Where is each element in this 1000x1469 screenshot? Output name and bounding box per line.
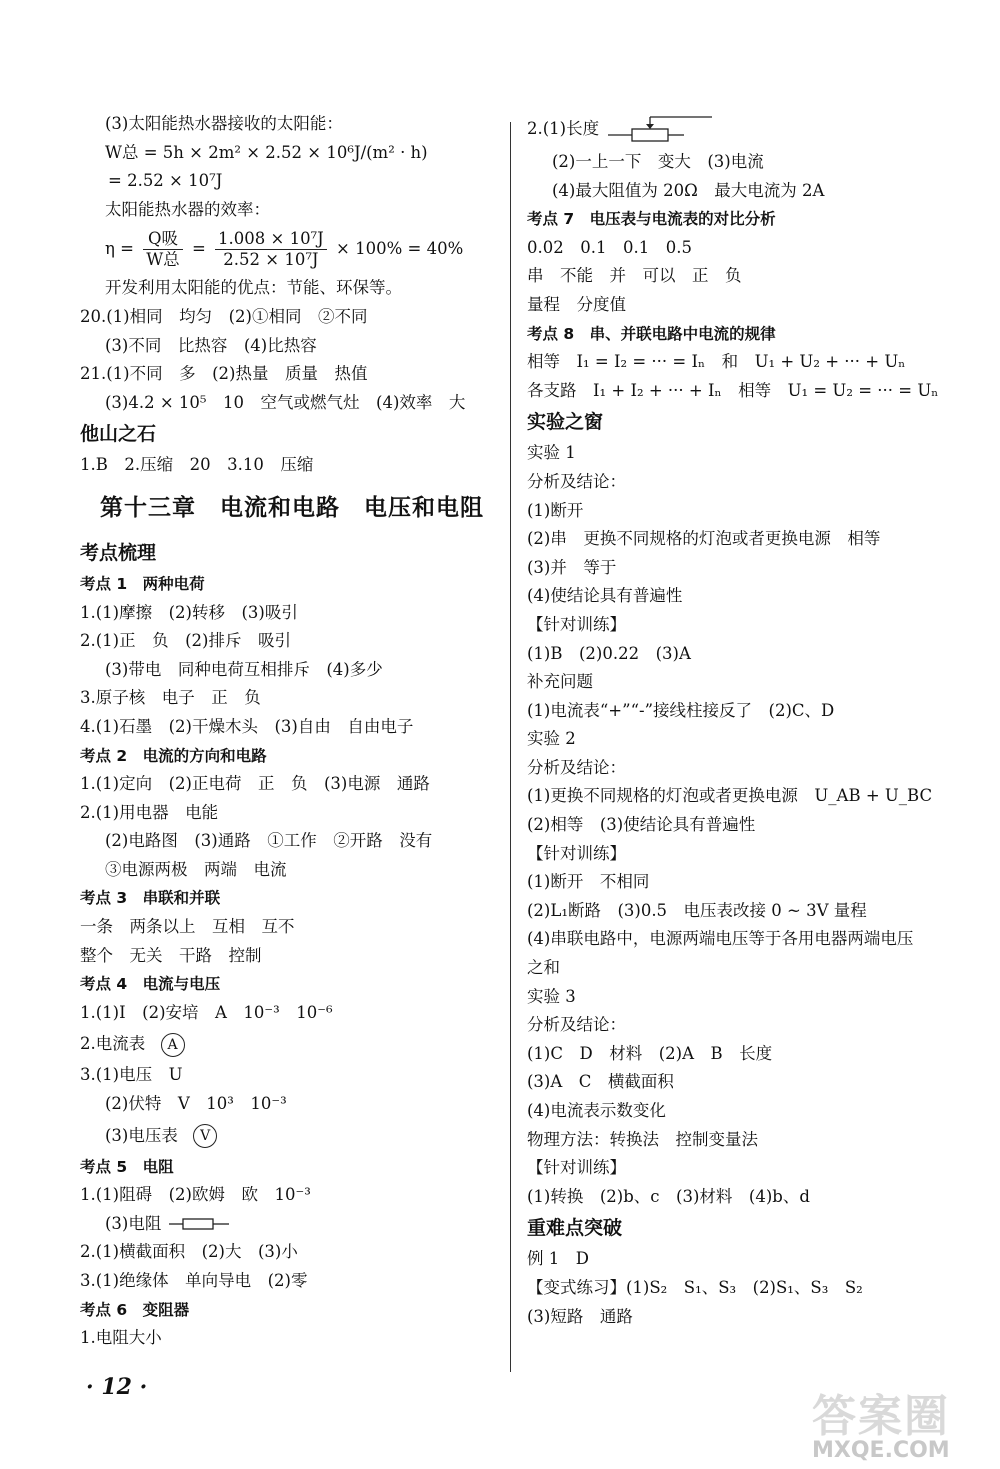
text-line: (1)断开 不相同 bbox=[527, 872, 650, 892]
formula-line: = 2.52 × 10⁷J bbox=[108, 171, 223, 191]
text-line: 例 1 D bbox=[527, 1249, 589, 1269]
topic-heading: 考点 3 串联和并联 bbox=[80, 889, 221, 908]
text-line: 【针对训练】 bbox=[527, 1158, 626, 1178]
text-line: 实验 1 bbox=[527, 443, 576, 463]
formula-line: W总 = 5h × 2m² × 2.52 × 10⁶J/(m² · h) bbox=[105, 142, 428, 162]
text-line: (4)使结论具有普遍性 bbox=[527, 586, 683, 606]
text-line: 物理方法：转换法 控制变量法 bbox=[527, 1129, 758, 1149]
topic-heading: 考点 5 电阻 bbox=[80, 1157, 174, 1176]
text-line: (3)太阳能热水器接收的太阳能： bbox=[105, 114, 343, 133]
fraction-numerator: 1.008 × 10⁷J bbox=[215, 229, 327, 250]
text-line: (1)更换不同规格的灯泡或者更换电源 U_AB + U_BC bbox=[527, 786, 933, 806]
text-line: 一条 两条以上 互相 互不 bbox=[80, 917, 295, 937]
text-line: (4)串联电路中，电源两端电压等于各用电器两端电压 bbox=[527, 929, 914, 949]
text-line: 开发利用太阳能的优点：节能、环保等。 bbox=[105, 278, 402, 298]
text-line: (2)伏特 V 10³ 10⁻³ bbox=[105, 1094, 287, 1114]
text-line: (4)电流表示数变化 bbox=[527, 1101, 666, 1120]
text-line: (3)短路 通路 bbox=[527, 1306, 633, 1326]
text-line: 实验 2 bbox=[527, 729, 576, 749]
topic-heading: 考点 7 电压表与电流表的对比分析 bbox=[527, 210, 776, 229]
text-line: 之和 bbox=[527, 958, 560, 978]
text-line: 实验 3 bbox=[527, 986, 576, 1006]
text-line: 3.原子核 电子 正 负 bbox=[80, 688, 261, 708]
text-line: 20.(1)相同 均匀 (2)①相同 ②不同 bbox=[80, 306, 368, 326]
section-heading: 重难点突破 bbox=[527, 1217, 623, 1240]
text-line: (1)B (2)0.22 (3)A bbox=[527, 643, 691, 663]
text-line: (4)最大阻值为 20Ω 最大电流为 2A bbox=[552, 180, 825, 200]
text-line: 补充问题 bbox=[527, 672, 593, 692]
section-heading: 实验之窗 bbox=[527, 411, 604, 434]
text-line: (1)电流表“+”“-”接线柱接反了 (2)C、D bbox=[527, 700, 835, 720]
text-line: 0.02 0.1 0.1 0.5 bbox=[527, 237, 692, 257]
text-line: 4.(1)石墨 (2)干燥木头 (3)自由 自由电子 bbox=[80, 716, 414, 736]
text-line: (3)A C 横截面积 bbox=[527, 1072, 674, 1092]
text-line: 3.(1)电压 U bbox=[80, 1065, 183, 1085]
section-heading: 他山之石 bbox=[80, 423, 157, 446]
topic-heading: 考点 8 串、并联电路中电流的规律 bbox=[527, 324, 776, 343]
column-divider bbox=[510, 122, 511, 1372]
text-line: (3)并 等于 bbox=[527, 557, 617, 577]
fraction-denominator: 2.52 × 10⁷J bbox=[223, 250, 319, 270]
eta-symbol: η = bbox=[105, 239, 134, 259]
text-line: (2)串 更换不同规格的灯泡或者更换电源 相等 bbox=[527, 529, 881, 549]
fraction-q-w bbox=[143, 229, 182, 270]
topic-heading: 考点 6 变阻器 bbox=[80, 1300, 190, 1319]
text-line: 3.(1)绝缘体 单向导电 (2)零 bbox=[80, 1271, 308, 1290]
fraction-numerator: Q吸 bbox=[143, 229, 182, 250]
text-line: 1.B 2.压缩 20 3.10 压缩 bbox=[80, 455, 314, 475]
text-line: 相等 I₁ = I₂ = ··· = Iₙ 和 U₁ + U₂ + ··· + Uₙ bbox=[527, 352, 906, 372]
ammeter-label: 2.电流表 bbox=[80, 1034, 146, 1054]
text-line: 1.(1)I (2)安培 A 10⁻³ 10⁻⁶ bbox=[80, 1002, 333, 1022]
text-line: (1)转换 (2)b、c (3)材料 (4)b、d bbox=[527, 1186, 810, 1206]
text-line: (2)L₁断路 (3)0.5 电压表改接 0 ~ 3V 量程 bbox=[527, 900, 867, 920]
text-line: 1.(1)阻碍 (2)欧姆 欧 10⁻³ bbox=[80, 1185, 311, 1205]
text-line: 串 不能 并 可以 正 负 bbox=[527, 266, 742, 286]
text-line: (1)C D 材料 (2)A B 长度 bbox=[527, 1043, 773, 1063]
text-line: 各支路 I₁ + I₂ + ··· + Iₙ 相等 U₁ = U₂ = ··· = Uₙ bbox=[527, 380, 939, 400]
fraction-denominator: W总 bbox=[146, 250, 180, 270]
text-line: 1.(1)摩擦 (2)转移 (3)吸引 bbox=[80, 602, 298, 622]
text-line: 量程 分度值 bbox=[527, 294, 626, 314]
text-line: (3)不同 比热容 (4)比热容 bbox=[105, 335, 317, 355]
text-line: (2)相等 (3)使结论具有普遍性 bbox=[527, 815, 756, 835]
chapter-title: 第十三章 电流和电路 电压和电阻 bbox=[100, 494, 484, 521]
text-line: 【针对训练】 bbox=[527, 614, 626, 634]
text-line: ③电源两极 两端 电流 bbox=[105, 859, 287, 879]
efficiency-result: × 100% = 40% bbox=[336, 239, 464, 259]
watermark-logo: 答案圈 bbox=[812, 1391, 950, 1442]
topic-heading: 考点 4 电流与电压 bbox=[80, 975, 221, 994]
resistor-symbol-icon bbox=[167, 1216, 231, 1232]
resistor-label: (3)电阻 bbox=[105, 1213, 162, 1233]
text-line: 分析及结论： bbox=[527, 1015, 626, 1035]
text-line: (1)断开 bbox=[527, 500, 584, 520]
watermark-url: MXQE.COM bbox=[812, 1438, 950, 1463]
text-line: 整个 无关 干路 控制 bbox=[80, 945, 262, 965]
equals-sign: = bbox=[191, 239, 206, 259]
topic-heading: 考点 2 电流的方向和电路 bbox=[80, 746, 267, 765]
text-line: 21.(1)不同 多 (2)热量 质量 热值 bbox=[80, 364, 368, 384]
watermark bbox=[812, 1380, 982, 1463]
voltmeter-symbol-icon: V bbox=[193, 1124, 217, 1148]
text-line bbox=[527, 110, 967, 148]
voltmeter-label: (3)电压表 bbox=[105, 1125, 178, 1145]
fraction-values bbox=[215, 229, 327, 270]
text-line: 2.(1)横截面积 (2)大 (3)小 bbox=[80, 1242, 298, 1262]
text-line: 2.(1)正 负 (2)排斥 吸引 bbox=[80, 631, 291, 651]
page-number: · 12 · bbox=[86, 1374, 148, 1400]
text-line: 分析及结论： bbox=[527, 471, 626, 491]
section-heading: 考点梳理 bbox=[80, 541, 157, 564]
rheostat-symbol-icon bbox=[604, 115, 714, 145]
text-line: 2.(1)用电器 电能 bbox=[80, 802, 219, 822]
text-line: 【变式练习】(1)S₂ S₁、S₃ (2)S₁、S₃ S₂ bbox=[527, 1277, 863, 1297]
text-line bbox=[80, 1027, 490, 1061]
ammeter-symbol-icon: A bbox=[161, 1033, 185, 1057]
text-line: 【针对训练】 bbox=[527, 843, 626, 863]
text-line: (2)一上一下 变大 (3)电流 bbox=[552, 152, 764, 171]
text-line: 1.(1)定向 (2)正电荷 正 负 (3)电源 通路 bbox=[80, 774, 430, 794]
text-line: (3)4.2 × 10⁵ 10 空气或燃气灶 (4)效率 大 bbox=[105, 392, 466, 412]
left-column bbox=[80, 110, 490, 1353]
text-line: (2)电路图 (3)通路 ①工作 ②开路 没有 bbox=[105, 831, 433, 851]
text-line bbox=[80, 1210, 490, 1239]
rheostat-label: 2.(1)长度 bbox=[527, 119, 600, 138]
text-line: 分析及结论： bbox=[527, 757, 626, 777]
right-column bbox=[527, 110, 967, 1331]
text-line: (3)带电 同种电荷互相排斥 (4)多少 bbox=[105, 659, 383, 679]
topic-heading: 考点 1 两种电荷 bbox=[80, 574, 205, 593]
text-line: 1.电阻大小 bbox=[80, 1328, 162, 1348]
text-line bbox=[80, 1119, 490, 1153]
text-line: 太阳能热水器的效率： bbox=[105, 199, 270, 219]
efficiency-formula bbox=[80, 224, 490, 274]
